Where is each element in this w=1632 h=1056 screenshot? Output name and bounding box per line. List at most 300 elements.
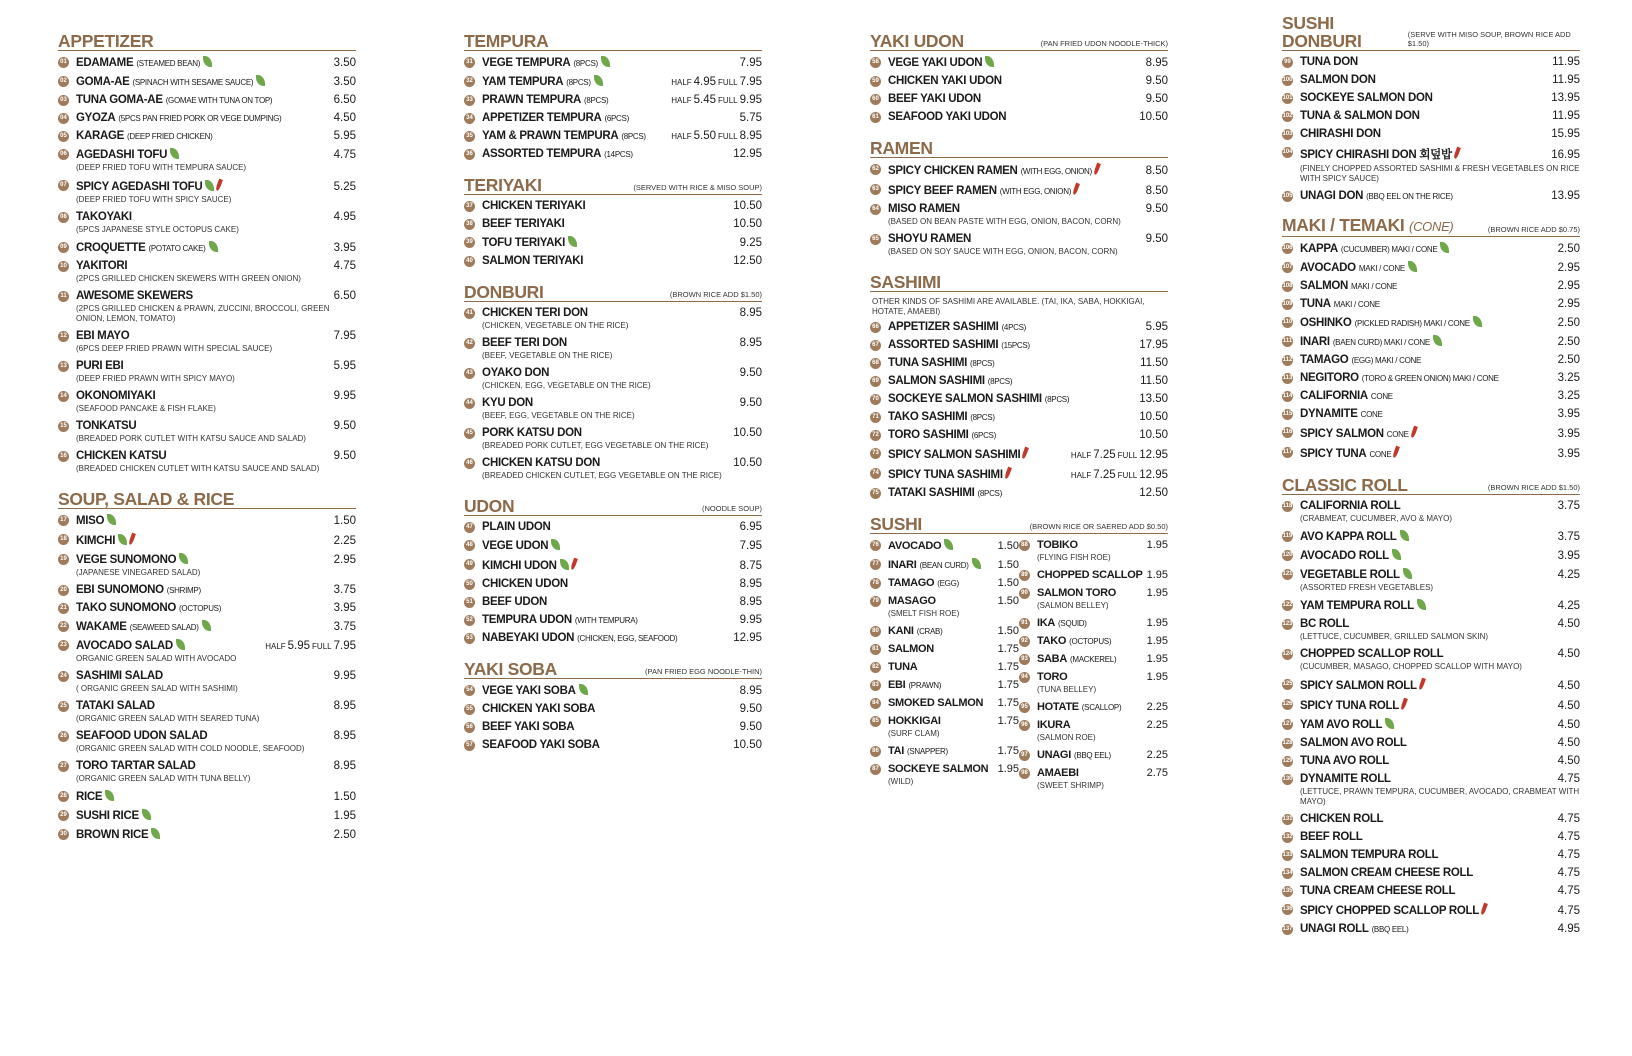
full-price: 1.50 [997, 625, 1019, 637]
item-body [482, 367, 762, 391]
section-subtitle: (BROWN RICE ADD $1.50) [1487, 483, 1580, 492]
item-price [1554, 317, 1580, 329]
item-price [994, 745, 1019, 757]
item-line [482, 721, 762, 733]
full-price: 8.95 [333, 760, 356, 772]
item-line [1300, 698, 1580, 712]
full-label: FULL [1117, 451, 1138, 460]
full-label: FULL [1117, 471, 1138, 480]
item-number: 124 [1282, 649, 1293, 660]
item-name [1300, 618, 1349, 630]
full-price: 12.95 [733, 148, 762, 160]
item-price [994, 595, 1019, 607]
item-price [994, 715, 1019, 727]
item-name [888, 163, 1099, 177]
item-number: 85 [870, 716, 881, 727]
item-description: (BREADED PORK CUTLET WITH KATSU SAUCE AND SALAD) [76, 434, 306, 443]
section-header [870, 30, 1168, 51]
full-price: 10.50 [1139, 429, 1168, 441]
item-number: 71 [870, 412, 881, 423]
item-name [482, 337, 567, 349]
item-name-text: VEGE YAKI UDON [888, 57, 983, 69]
item-line [1037, 767, 1168, 779]
item-body [1037, 539, 1168, 563]
item-name-text: ASSORTED SASHIMI [888, 339, 999, 351]
full-price: 1.95 [997, 763, 1019, 775]
item-name [482, 236, 577, 249]
item-price [1554, 680, 1580, 692]
item-number: 62 [870, 164, 881, 175]
menu-item [464, 94, 762, 106]
item-name [888, 661, 917, 673]
menu-section [870, 271, 1168, 499]
item-detail: (8PCS) [573, 59, 598, 68]
item-price [1554, 755, 1580, 767]
item-name-text: CHICKEN UDON [482, 578, 568, 590]
full-price: 8.95 [739, 596, 762, 608]
item-price [1554, 923, 1580, 935]
item-number: 126 [1282, 699, 1293, 710]
menu-item [1282, 446, 1580, 460]
item-name-text: TOFU TERIYAKI [482, 237, 566, 249]
item-description: (ASSORTED FRESH VEGETABLES) [1300, 583, 1434, 592]
item-line [1300, 648, 1580, 660]
full-price: 4.50 [1557, 737, 1580, 749]
full-price: 4.75 [1557, 885, 1580, 897]
item-name [1037, 539, 1078, 551]
item-price [1547, 128, 1580, 140]
menu-item [58, 112, 356, 124]
item-body [1037, 653, 1168, 665]
item-price [1554, 849, 1580, 861]
item-number: 19 [58, 554, 69, 565]
item-name [76, 148, 179, 161]
item-number: 56 [464, 722, 475, 733]
item-line [482, 367, 762, 379]
item-name [76, 790, 114, 803]
item-price [1135, 339, 1168, 351]
item-name [76, 450, 166, 462]
menu-item [464, 236, 762, 249]
item-line [482, 307, 762, 319]
item-number: 77 [870, 559, 881, 570]
menu-item [870, 679, 1019, 691]
item-line [76, 420, 356, 432]
menu-item [1282, 354, 1580, 366]
item-line [76, 56, 356, 69]
item-number: 90 [1019, 588, 1030, 599]
item-name-text: MASAGO [888, 595, 936, 607]
item-name-text: SOCKEYE SALMON SASHIMI [888, 393, 1042, 405]
item-price [330, 130, 356, 142]
item-line [482, 200, 762, 212]
item-name [1300, 390, 1393, 402]
item-body [888, 429, 1168, 441]
full-price: 6.50 [333, 94, 356, 106]
menu-item [464, 255, 762, 267]
item-number: 133 [1282, 850, 1293, 861]
full-price: 9.50 [739, 721, 762, 733]
item-line [482, 112, 762, 124]
item-name-text: APPETIZER TEMPURA [482, 112, 602, 124]
full-price: 9.50 [739, 367, 762, 379]
menu-item [1282, 190, 1580, 202]
menu-item [1282, 568, 1580, 593]
item-number: 27 [58, 761, 69, 772]
item-body [482, 739, 762, 751]
menu-item [1282, 128, 1580, 140]
item-price [1547, 149, 1580, 161]
item-line [1300, 867, 1580, 879]
full-price: 13.95 [1551, 190, 1580, 202]
vegetarian-leaf-icon [568, 236, 577, 247]
vegetarian-leaf-icon [256, 75, 265, 86]
item-name-text: AMAEBI [1037, 767, 1079, 779]
half-label: HALF [265, 642, 286, 651]
item-name-text: PURI EBI [76, 360, 124, 372]
item-line [888, 577, 1019, 589]
item-number: 63 [870, 184, 881, 195]
menu-column-4 [1282, 13, 1580, 949]
full-price: 2.25 [1146, 701, 1168, 713]
item-price [1143, 749, 1168, 761]
item-price [330, 829, 356, 841]
item-detail: (CRAB) [916, 627, 943, 636]
menu-item [1282, 648, 1580, 672]
item-body [76, 75, 356, 88]
item-name-text: VEGE UDON [482, 540, 549, 552]
item-name [482, 427, 582, 439]
full-price: 5.75 [739, 112, 762, 124]
item-name [888, 321, 1026, 333]
item-line [482, 255, 762, 267]
full-price: 2.95 [1557, 298, 1580, 310]
item-price [330, 602, 356, 614]
item-detail: (15PCS) [1001, 341, 1030, 350]
item-description: (BEEF, VEGETABLE ON THE RICE) [482, 351, 613, 360]
item-detail: (SNAPPER) [907, 747, 948, 756]
item-line [888, 643, 1019, 655]
item-body [888, 643, 1019, 655]
full-price: 10.50 [733, 218, 762, 230]
item-name-text: CHICKEN TERI DON [482, 307, 588, 319]
item-name-text: EBI [888, 679, 906, 691]
item-name [1300, 755, 1389, 767]
vegetarian-leaf-icon [1440, 242, 1449, 253]
item-body [1300, 335, 1580, 348]
menu-item [464, 367, 762, 391]
item-name [1300, 74, 1376, 86]
item-name-text: YAM & PRAWN TEMPURA [482, 130, 619, 142]
menu-section-sushi [870, 513, 1168, 797]
section-title [1282, 476, 1408, 494]
item-detail: (8PCS) [1044, 395, 1070, 404]
item-body [1300, 261, 1580, 274]
full-price: 3.95 [333, 242, 356, 254]
item-detail: (GOMAE WITH TUNA ON TOP) [165, 96, 273, 105]
full-price: 4.75 [1557, 867, 1580, 879]
item-number: 75 [870, 488, 881, 499]
item-name [482, 684, 588, 697]
item-number: 101 [1282, 93, 1293, 104]
item-name [76, 75, 265, 88]
item-line [76, 179, 356, 193]
item-number: 34 [464, 113, 475, 124]
item-name [482, 148, 633, 160]
item-line [1300, 280, 1580, 292]
item-body [1300, 110, 1580, 122]
item-number: 111 [1282, 336, 1293, 347]
item-name-text: EBI MAYO [76, 330, 130, 342]
item-name-text: DYNAMITE [1300, 408, 1358, 420]
menu-item [870, 75, 1168, 87]
full-price: 4.25 [1557, 600, 1580, 612]
item-price [330, 730, 356, 742]
section-header [58, 30, 356, 51]
item-name [76, 533, 134, 547]
menu-item [870, 56, 1168, 69]
item-price [1065, 449, 1168, 461]
item-line [76, 75, 356, 88]
item-price [1554, 648, 1580, 660]
item-body [888, 447, 1168, 461]
full-price: 8.95 [739, 685, 762, 697]
full-price: 12.50 [733, 255, 762, 267]
item-description: ( ORGANIC GREEN SALAD WITH SASHIMI) [76, 684, 238, 693]
item-name [888, 595, 936, 607]
item-name-text: CHICKEN ROLL [1300, 813, 1384, 825]
section-header [870, 137, 1168, 158]
item-price [1065, 469, 1168, 481]
item-number: 24 [58, 671, 69, 682]
full-price: 4.75 [1557, 813, 1580, 825]
item-line [1300, 831, 1580, 843]
spicy-chili-icon [1022, 447, 1030, 460]
item-number: 06 [58, 149, 69, 160]
menu-item [1282, 923, 1580, 935]
section-title [58, 32, 154, 50]
menu-item [1282, 335, 1580, 348]
item-detail: (PICKLED RADISH) MAKI / CONE [1354, 319, 1470, 328]
menu-item [870, 393, 1168, 405]
item-name-text: VEGE SUNOMONO [76, 554, 177, 566]
vegetarian-leaf-icon [594, 75, 603, 86]
item-price [1136, 357, 1168, 369]
item-body [76, 760, 356, 784]
item-body [1300, 867, 1580, 879]
item-name [1037, 569, 1143, 581]
item-name [482, 558, 576, 572]
item-name-text: TORO SASHIMI [888, 429, 969, 441]
item-line [888, 111, 1168, 123]
item-name-text: SALMON CREAM CHEESE ROLL [1300, 867, 1473, 879]
item-body [1037, 767, 1168, 791]
item-name-text: SEAFOOD YAKI UDON [888, 111, 1007, 123]
item-price [330, 420, 356, 432]
item-number: 28 [58, 791, 69, 802]
item-body [1037, 719, 1168, 743]
item-number: 113 [1282, 373, 1293, 384]
item-price [994, 643, 1019, 655]
vegetarian-leaf-icon [1403, 568, 1412, 579]
item-line [888, 429, 1168, 441]
item-number: 26 [58, 731, 69, 742]
item-line [1037, 635, 1168, 647]
full-price: 2.50 [1557, 336, 1580, 348]
item-price [1554, 719, 1580, 731]
item-name-text: TORO [1037, 671, 1068, 683]
item-price [736, 578, 762, 590]
item-price [330, 584, 356, 596]
vegetarian-leaf-icon [209, 241, 218, 252]
item-line [888, 745, 1019, 757]
menu-item [1282, 500, 1580, 524]
item-body [1300, 698, 1580, 712]
menu-column-3 [870, 30, 1168, 811]
item-body [1300, 648, 1580, 672]
section-title-text: YAKI UDON [870, 31, 964, 51]
item-name-text: INARI [1300, 336, 1330, 348]
item-description: (ORGANIC GREEN SALAD WITH TUNA BELLY) [76, 774, 251, 783]
item-name-text: BEEF YAKI UDON [888, 93, 981, 105]
item-price [1554, 905, 1580, 917]
item-name [888, 558, 981, 571]
item-name [1300, 813, 1383, 825]
item-line [1300, 530, 1580, 543]
full-price: 12.95 [1139, 469, 1168, 481]
item-name-text: CALIFORNIA ROLL [1300, 500, 1401, 512]
menu-item [1282, 298, 1580, 310]
menu-item [58, 790, 356, 803]
item-price [1143, 617, 1168, 629]
section-header [1282, 216, 1580, 237]
item-body [1300, 500, 1580, 524]
item-line [76, 533, 356, 547]
item-price [994, 679, 1019, 691]
item-line [1300, 885, 1580, 897]
menu-item [464, 427, 762, 451]
menu-item [870, 763, 1019, 787]
item-body [1300, 446, 1580, 460]
section-title-text: SASHIMI [870, 272, 941, 292]
item-line [76, 553, 356, 566]
full-price: 4.50 [1557, 618, 1580, 630]
full-price: 3.75 [1557, 500, 1580, 512]
full-price: 2.50 [1557, 354, 1580, 366]
vegetarian-leaf-icon [560, 559, 569, 570]
menu-item [870, 625, 1019, 637]
item-name-text: NEGITORO [1300, 372, 1359, 384]
item-price [729, 457, 762, 469]
menu-section [464, 174, 762, 267]
item-price [330, 76, 356, 88]
menu-item [1282, 755, 1580, 767]
item-line [76, 450, 356, 462]
full-price: 10.50 [733, 457, 762, 469]
item-line [888, 539, 1019, 552]
item-name [482, 578, 568, 590]
item-name-text: KARAGE [76, 130, 125, 142]
item-line [1037, 653, 1168, 665]
item-name-text: SABA [1037, 653, 1067, 665]
item-line [1037, 671, 1168, 683]
menu-item [58, 828, 356, 841]
item-number: 129 [1282, 756, 1293, 767]
menu-item [58, 760, 356, 784]
menu-item [870, 111, 1168, 123]
full-price: 8.95 [739, 578, 762, 590]
item-number: 97 [1019, 750, 1030, 761]
item-price [1554, 448, 1580, 460]
item-price [1142, 165, 1168, 177]
item-number: 69 [870, 376, 881, 387]
item-name [76, 211, 132, 223]
item-name [1037, 635, 1111, 647]
spicy-chili-icon [128, 533, 136, 546]
item-name [482, 112, 629, 124]
vegetarian-leaf-icon [179, 553, 188, 564]
menu-item [464, 521, 762, 533]
menu-item [464, 218, 762, 230]
item-detail: (DEEP FRIED CHICKEN) [127, 132, 213, 141]
full-price: 1.50 [997, 540, 1019, 552]
item-name [482, 703, 595, 715]
item-body [76, 211, 356, 235]
item-name [76, 241, 218, 254]
item-description: (BASED ON BEAN PASTE WITH EGG, ONION, BACON, CORN) [888, 217, 1121, 226]
item-name-text: UNAGI [1037, 749, 1071, 761]
item-body [1300, 678, 1580, 692]
full-price: 5.95 [1145, 321, 1168, 333]
item-line [1300, 146, 1580, 162]
item-name [76, 290, 193, 302]
item-line [76, 670, 356, 682]
item-name [482, 218, 565, 230]
item-description: (SURF CLAM) [888, 729, 940, 738]
item-name-text: PORK KATSU DON [482, 427, 582, 439]
item-description: (ORGANIC GREEN SALAD WITH SEARED TUNA) [76, 714, 260, 723]
item-body [76, 533, 356, 547]
full-price: 8.95 [739, 130, 762, 142]
item-name [1300, 190, 1453, 202]
item-price [1143, 569, 1168, 581]
section-subtitle: (BROWN RICE OR SAERED ADD $0.50) [1029, 522, 1168, 531]
menu-item [464, 614, 762, 626]
section-title [870, 32, 964, 50]
item-name [482, 307, 588, 319]
item-price [729, 218, 762, 230]
item-number: 60 [870, 94, 881, 105]
full-price: 9.95 [333, 390, 356, 402]
menu-item [1019, 671, 1168, 695]
section-title-text: APPETIZER [58, 31, 154, 51]
menu-item [1282, 146, 1580, 184]
item-price [1143, 719, 1168, 731]
item-name-text: YAM TEMPURA ROLL [1300, 600, 1414, 612]
menu-item [1282, 92, 1580, 104]
item-price [1554, 500, 1580, 512]
item-line [76, 260, 356, 272]
menu-item [870, 163, 1168, 177]
item-number: 84 [870, 698, 881, 709]
full-price: 11.95 [1552, 110, 1580, 122]
item-number: 92 [1019, 636, 1030, 647]
item-name [1300, 128, 1381, 140]
full-price: 3.95 [333, 602, 356, 614]
item-name-text: SALMON TEMPURA ROLL [1300, 849, 1439, 861]
menu-item [1282, 549, 1580, 562]
full-price: 2.95 [1557, 262, 1580, 274]
